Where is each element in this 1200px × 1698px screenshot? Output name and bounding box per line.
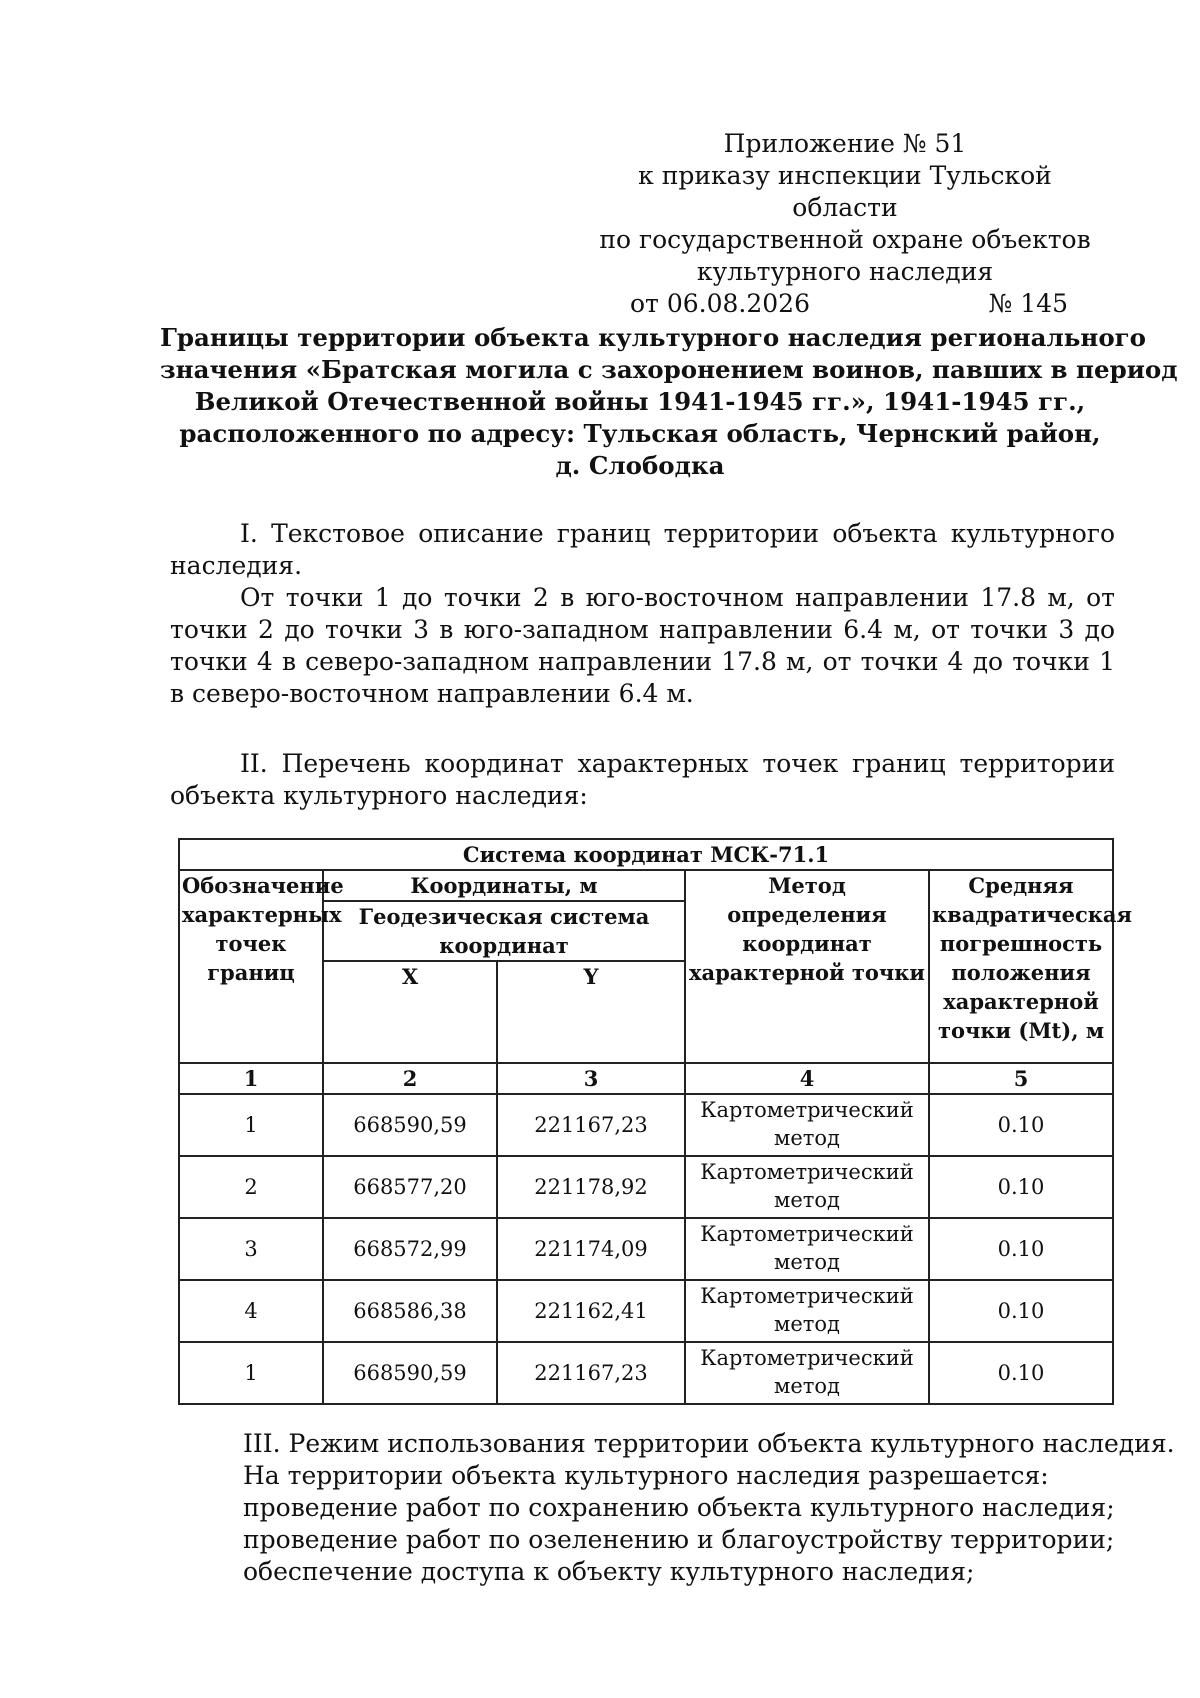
table-row	[179, 1094, 1113, 1156]
x-value: 668590,59	[323, 1094, 497, 1156]
y-value: 221167,23	[497, 1342, 685, 1404]
section-usage-regime	[243, 1428, 1175, 1588]
point-id: 4	[179, 1280, 323, 1342]
title-line: значения «Братская могила с захоронением воинов, павших в период	[160, 355, 1178, 384]
section-heading: III. Режим использования территории объекта культурного наследия.	[243, 1429, 1175, 1458]
section-coordinates	[170, 748, 1115, 812]
y-value: 221174,09	[497, 1218, 685, 1280]
title-line: расположенного по адресу: Тульская область, Чернский район,	[179, 419, 1101, 448]
column-number: 5	[929, 1063, 1113, 1094]
y-value: 221167,23	[497, 1094, 685, 1156]
method-value: Картометрический метод	[685, 1094, 929, 1156]
section-heading: II. Перечень координат характерных точек границ территории объекта культурного наследия:	[170, 749, 1115, 810]
x-value: 668586,38	[323, 1280, 497, 1342]
error-value: 0.10	[929, 1280, 1113, 1342]
method-value: Картометрический метод	[685, 1280, 929, 1342]
inspection-name-cont: культурного наследия	[696, 257, 994, 286]
table-row	[179, 1342, 1113, 1404]
point-id: 2	[179, 1156, 323, 1218]
coordinates-table	[178, 838, 1133, 1405]
order-date-row	[590, 288, 1100, 320]
order-reference: к приказу инспекции Тульской области	[638, 161, 1052, 222]
y-value: 221178,92	[497, 1156, 685, 1218]
title-line: Великой Отечественной войны 1941-1945 гг.», 1941-1945 гг.,	[194, 387, 1086, 416]
designation-header: Обозначение характерных точек границ	[179, 870, 323, 1063]
geodetic-system-header: Геодезическая система координат	[323, 901, 685, 961]
point-id: 1	[179, 1094, 323, 1156]
y-header: Y	[497, 961, 685, 1063]
point-id: 1	[179, 1342, 323, 1404]
document-title	[160, 322, 1178, 482]
error-value: 0.10	[929, 1218, 1113, 1280]
title-line: Границы территории объекта культурного наследия регионального	[160, 323, 1147, 352]
error-value: 0.10	[929, 1094, 1113, 1156]
section-text-description	[170, 518, 1115, 710]
column-number: 4	[685, 1063, 929, 1094]
method-header: Метод определения координат характерной точки	[685, 870, 929, 1063]
table-row	[179, 1280, 1113, 1342]
method-value: Картометрический метод	[685, 1218, 929, 1280]
x-value: 668572,99	[323, 1218, 497, 1280]
appendix-number: Приложение № 51	[723, 129, 967, 158]
method-value: Картометрический метод	[685, 1342, 929, 1404]
method-value: Картометрический метод	[685, 1156, 929, 1218]
inspection-name: по государственной охране объектов	[599, 225, 1091, 254]
section-paragraph: От точки 1 до точки 2 в юго-восточном направлении 17.8 м, от точки 2 до точки 3 в юго-западном направлении 6.4 м, от точки 3 до точки 4 в северо-западном направлении 17.8 м, от точки 4 до точки 1 в северо-восточном направлении 6.4 м.	[170, 583, 1115, 708]
column-number: 1	[179, 1063, 323, 1094]
section-line: обеспечение доступа к объекту культурного наследия;	[243, 1557, 975, 1586]
appendix-header	[590, 128, 1100, 320]
error-value: 0.10	[929, 1156, 1113, 1218]
order-date: от 06.08.2026	[630, 289, 810, 318]
y-value: 221162,41	[497, 1280, 685, 1342]
x-value: 668577,20	[323, 1156, 497, 1218]
x-header: X	[323, 961, 497, 1063]
title-line: д. Слободка	[555, 451, 725, 480]
error-header: Средняя квадратическая погрешность положения характерной точки (Mt), м	[929, 870, 1113, 1063]
order-number: № 145	[988, 289, 1068, 318]
table-row	[179, 1156, 1113, 1218]
section-line: проведение работ по озеленению и благоустройству территории;	[243, 1525, 1115, 1554]
column-number: 3	[497, 1063, 685, 1094]
section-heading: I. Текстовое описание границ территории объекта культурного наследия.	[170, 519, 1115, 580]
table-row	[179, 1218, 1113, 1280]
section-line: проведение работ по сохранению объекта культурного наследия;	[243, 1493, 1115, 1522]
error-value: 0.10	[929, 1342, 1113, 1404]
section-line: На территории объекта культурного наследия разрешается:	[243, 1461, 1049, 1490]
coordinates-header: Координаты, м	[323, 870, 685, 901]
point-id: 3	[179, 1218, 323, 1280]
column-number: 2	[323, 1063, 497, 1094]
x-value: 668590,59	[323, 1342, 497, 1404]
coordinate-system-header: Система координат МСК-71.1	[179, 839, 1113, 870]
